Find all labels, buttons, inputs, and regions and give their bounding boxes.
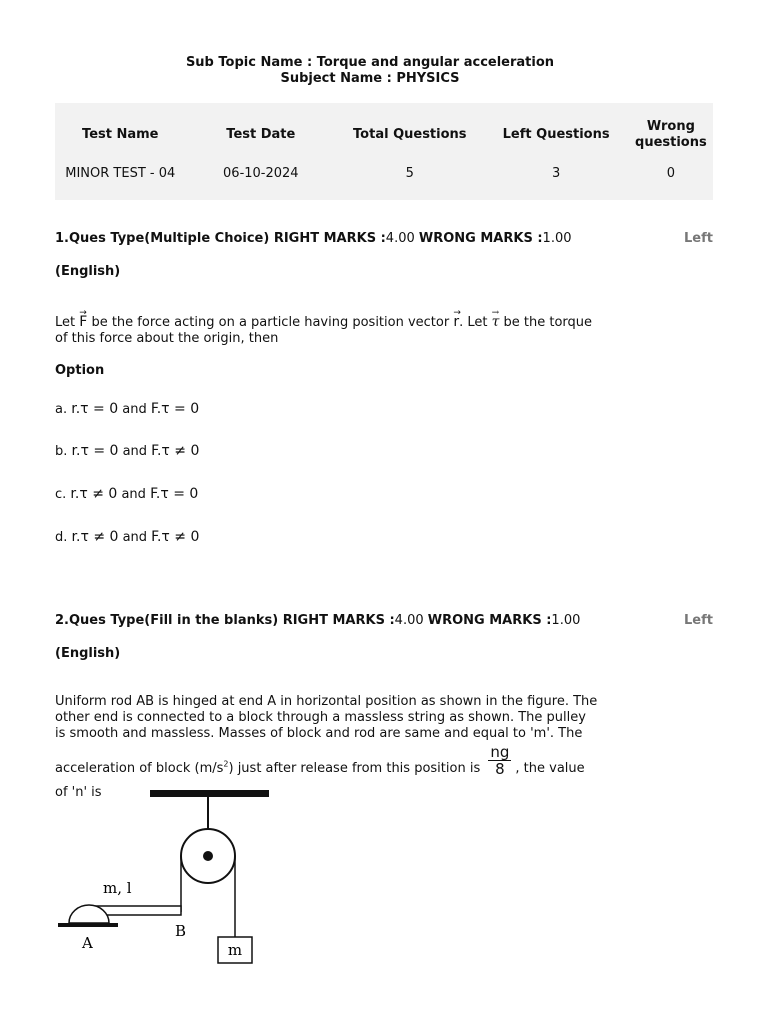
option-expr-2: F.τ ≠ 0 xyxy=(151,529,200,545)
q2-type-label: 2.Ques Type(Fill in the blanks) RIGHT MARKS : xyxy=(55,613,395,628)
option-expr-1: r.τ = 0 xyxy=(71,401,119,417)
sub-topic-title: Sub Topic Name : Torque and angular acceleration xyxy=(185,55,555,70)
q1-text-mid1: be the force acting on a particle having position vector xyxy=(91,315,450,330)
q1-option-d[interactable] xyxy=(55,529,199,545)
cell-total-questions: 5 xyxy=(405,166,414,181)
q1-option-b[interactable] xyxy=(55,443,199,459)
option-label: d. xyxy=(55,530,68,545)
q1-text-mid2: . Let xyxy=(459,315,488,330)
option-conj: and xyxy=(122,402,147,417)
pulley-axle xyxy=(203,851,213,861)
q2-right-marks: 4.00 xyxy=(394,613,424,628)
q1-text-post: be the torque of this force about the origin, then xyxy=(55,315,593,346)
q1-option-a[interactable] xyxy=(55,401,199,417)
hinge-base xyxy=(58,923,118,927)
test-summary-table xyxy=(55,103,713,200)
point-b-label: B xyxy=(175,922,187,940)
option-expr-2: F.τ = 0 xyxy=(150,401,200,417)
q2-status-badge: Left xyxy=(684,613,713,628)
page-header xyxy=(0,55,740,87)
subject-title: Subject Name : PHYSICS xyxy=(280,71,460,86)
q2-text-mid: ) just after release from this position is xyxy=(228,761,481,776)
q2-text-post: , the value of 'n' is xyxy=(55,761,585,800)
q1-wrong-label: WRONG MARKS : xyxy=(418,231,543,246)
q2-wrong-label: WRONG MARKS : xyxy=(427,613,552,628)
summary-header-row xyxy=(55,103,713,166)
q1-question-text xyxy=(55,314,600,347)
col-test-date: Test Date xyxy=(226,127,296,142)
option-expr-2: F.τ ≠ 0 xyxy=(151,443,200,459)
fraction-numerator: ng xyxy=(490,743,510,761)
q1-header xyxy=(55,231,572,246)
option-conj: and xyxy=(121,487,146,502)
pulley-rod-figure xyxy=(55,785,295,970)
option-label: c. xyxy=(55,487,67,502)
q2-language: (English) xyxy=(55,646,121,661)
col-test-name: Test Name xyxy=(82,127,159,142)
point-a-label: A xyxy=(82,934,93,952)
rod-label: m, l xyxy=(103,879,132,897)
q1-wrong-marks: 1.00 xyxy=(542,231,572,246)
q1-language: (English) xyxy=(55,264,121,279)
force-vector-symbol: → F xyxy=(79,314,87,330)
option-expr-2: F.τ = 0 xyxy=(150,486,199,502)
summary-data-row xyxy=(55,166,713,188)
col-left-questions: Left Questions xyxy=(502,127,610,142)
q2-wrong-marks: 1.00 xyxy=(551,613,581,628)
q2-text-pre: acceleration of block (m/s xyxy=(55,761,224,776)
torque-vector-symbol: → τ xyxy=(492,314,500,330)
cell-test-date: 06-10-2024 xyxy=(223,166,299,181)
q2-question-text: Uniform rod AB is hinged at end A in horizontal position as shown in the figure. The other end is connected to a block through a massless string as shown. The pulley is smooth and massless. Masses of block and rod are same and equal to 'm'. The xyxy=(55,694,598,741)
option-conj: and xyxy=(122,530,148,545)
q1-right-marks: 4.00 xyxy=(385,231,415,246)
option-conj: and xyxy=(122,444,148,459)
q2-text-sup: 2 xyxy=(223,759,229,769)
block-label: m xyxy=(227,941,243,959)
fraction-denominator: 8 xyxy=(495,760,505,778)
ceiling-support xyxy=(150,790,269,797)
col-wrong-questions: Wrong questions xyxy=(635,118,707,150)
q1-text-pre: Let xyxy=(55,315,76,330)
q1-type-label: 1.Ques Type(Multiple Choice) RIGHT MARKS : xyxy=(55,231,386,246)
cell-wrong-questions: 0 xyxy=(666,166,676,181)
option-expr-1: r.τ ≠ 0 xyxy=(71,529,119,545)
answer-fraction xyxy=(488,744,511,777)
option-label: a. xyxy=(55,402,68,417)
position-vector-symbol: → r xyxy=(453,314,459,330)
q1-status-badge: Left xyxy=(684,231,713,246)
cell-left-questions: 3 xyxy=(551,166,561,181)
option-expr-1: r.τ = 0 xyxy=(71,443,119,459)
cell-test-name: MINOR TEST - 04 xyxy=(65,166,176,181)
q2-header xyxy=(55,613,580,628)
q1-option-title: Option xyxy=(55,363,105,378)
option-expr-1: r.τ ≠ 0 xyxy=(70,486,118,502)
option-label: b. xyxy=(55,444,68,459)
q1-option-c[interactable] xyxy=(55,486,198,502)
col-total-questions: Total Questions xyxy=(353,127,467,142)
